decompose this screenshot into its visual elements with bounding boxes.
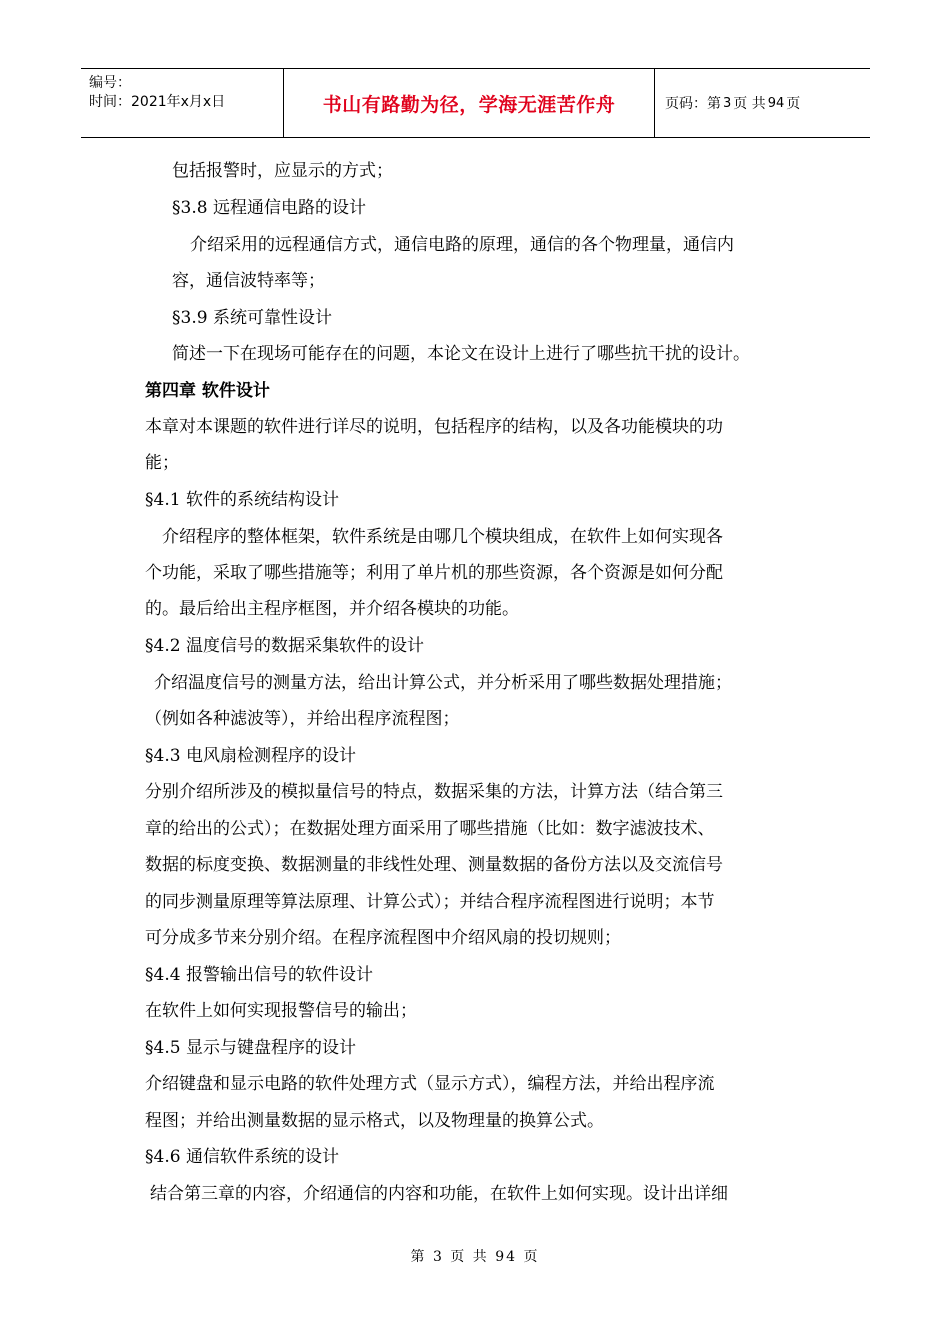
section-heading: §4.1 软件的系统结构设计 (145, 490, 339, 510)
body-line: 个功能，采取了哪些措施等；利用了单片机的那些资源，各个资源是如何分配 (145, 563, 723, 583)
section-heading: §3.9 系统可靠性设计 (172, 308, 332, 328)
body-line: 分别介绍所涉及的模拟量信号的特点，数据采集的方法，计算方法（结合第三 (145, 782, 723, 802)
body-line: 在软件上如何实现报警信号的输出； (145, 1001, 417, 1021)
body-line: 包括报警时，应显示的方式； (172, 161, 393, 181)
body-line: 可分成多节来分别介绍。在程序流程图中介绍风扇的投切规则； (145, 928, 621, 948)
body-line: （例如各种滤波等），并给出程序流程图； (145, 709, 460, 729)
header-page-number (655, 69, 870, 137)
chapter-heading: 第四章 软件设计 (145, 381, 270, 401)
body-line: 容，通信波特率等； (172, 271, 325, 291)
header-meta (81, 69, 283, 137)
header-date: 时间：2021年x月x日 (89, 94, 226, 110)
body-line: 介绍键盘和显示电路的软件处理方式（显示方式），编程方法，并给出程序流 (145, 1074, 715, 1094)
page-current: 3 (723, 95, 732, 111)
body-line: 介绍程序的整体框架，软件系统是由哪几个模块组成，在软件上如何实现各 (162, 527, 723, 547)
section-heading: §3.8 远程通信电路的设计 (172, 198, 366, 218)
section-heading: §4.4 报警输出信号的软件设计 (145, 965, 373, 985)
page-header (81, 68, 870, 138)
page-total: 94 (767, 95, 785, 111)
body-line: 介绍温度信号的测量方法，给出计算公式，并分析采用了哪些数据处理措施； (154, 673, 732, 693)
section-heading: §4.2 温度信号的数据采集软件的设计 (145, 636, 424, 656)
body-line: 程图；并给出测量数据的显示格式，以及物理量的换算公式。 (145, 1111, 604, 1131)
header-code-label: 编号： (89, 75, 131, 91)
body-line: 结合第三章的内容，介绍通信的内容和功能，在软件上如何实现。设计出详细 (150, 1184, 728, 1204)
page-suffix: 页 (786, 96, 801, 112)
section-heading: §4.5 显示与键盘程序的设计 (145, 1038, 356, 1058)
body-line: 介绍采用的远程通信方式，通信电路的原理，通信的各个物理量，通信内 (190, 235, 734, 255)
page-mid: 页 共 (733, 96, 766, 112)
body-line: 简述一下在现场可能存在的问题，本论文在设计上进行了哪些抗干扰的设计。 (172, 344, 750, 364)
header-motto: 书山有路勤为径，学海无涯苦作舟 (322, 93, 616, 116)
body-line: 数据的标度变换、数据测量的非线性处理、测量数据的备份方法以及交流信号 (145, 855, 723, 875)
section-heading: §4.3 电风扇检测程序的设计 (145, 746, 356, 766)
page-prefix: 页码：第 (665, 96, 721, 112)
page-footer: 第 3 页 共 94 页 (410, 1249, 540, 1265)
body-line: 能； (145, 453, 179, 473)
body-line: 的。最后给出主程序框图，并介绍各模块的功能。 (145, 599, 519, 619)
section-heading: §4.6 通信软件系统的设计 (145, 1147, 339, 1167)
header-motto-cell (283, 69, 655, 137)
body-line: 本章对本课题的软件进行详尽的说明，包括程序的结构，以及各功能模块的功 (145, 417, 723, 437)
body-line: 章的给出的公式）；在数据处理方面采用了哪些措施（比如：数字滤波技术、 (145, 819, 715, 839)
body-line: 的同步测量原理等算法原理、计算公式）；并结合程序流程图进行说明；本节 (145, 892, 715, 912)
